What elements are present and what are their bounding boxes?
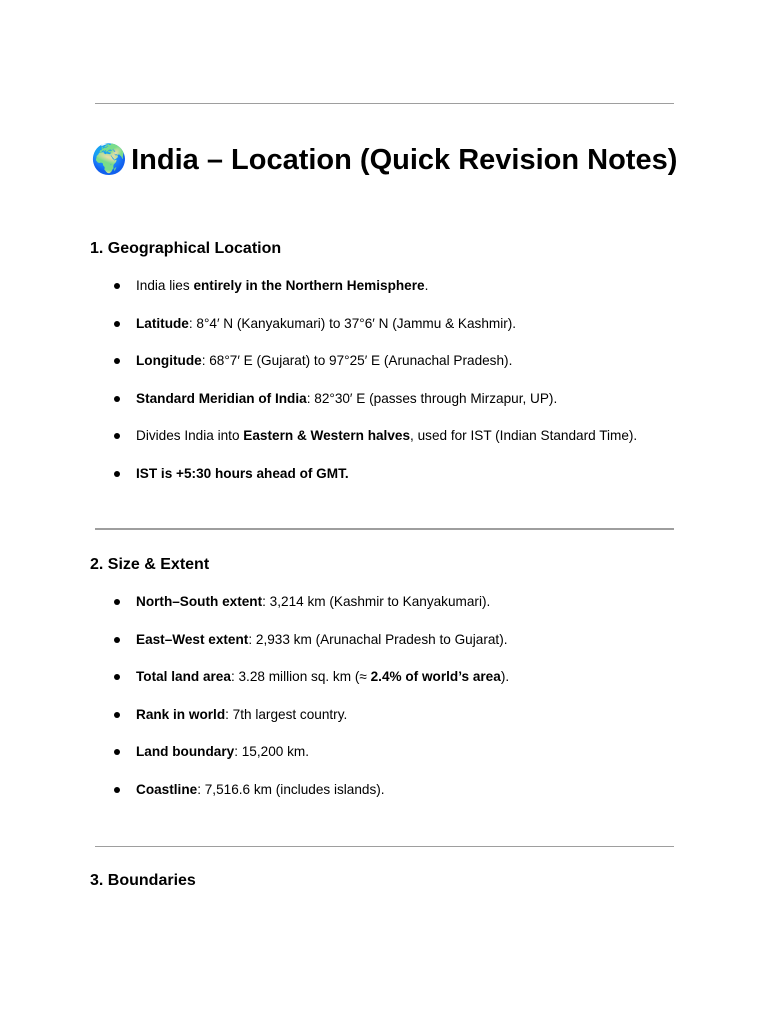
divider-section-1 <box>95 528 674 530</box>
page-title-text: India – Location (Quick Revision Notes) <box>131 144 678 176</box>
list-item: Latitude: 8°4′ N (Kanyakumari) to 37°6′ N (Jammu & Kashmir). <box>0 314 637 352</box>
divider-section-2 <box>95 846 674 847</box>
list-item: Divides India into Eastern & Western halves, used for IST (Indian Standard Time). <box>0 426 637 464</box>
list-item: Standard Meridian of India: 82°30′ E (passes through Mirzapur, UP). <box>0 389 637 427</box>
list-item: Rank in world: 7th largest country. <box>0 705 509 743</box>
list-item: East–West extent: 2,933 km (Arunachal Pradesh to Gujarat). <box>0 630 509 668</box>
list-item: India lies entirely in the Northern Hemisphere. <box>0 276 637 314</box>
list-size-extent <box>0 592 509 818</box>
page-title <box>91 139 691 180</box>
list-item: Coastline: 7,516.6 km (includes islands). <box>0 780 509 818</box>
section-heading-geographical-location: 1. Geographical Location <box>90 240 282 257</box>
divider-top <box>95 103 674 104</box>
list-item: Land boundary: 15,200 km. <box>0 742 509 780</box>
section-heading-size-extent: 2. Size & Extent <box>90 556 210 573</box>
list-item: Total land area: 3.28 million sq. km (≈ 2.4% of world’s area). <box>0 667 509 705</box>
list-item: North–South extent: 3,214 km (Kashmir to Kanyakumari). <box>0 592 509 630</box>
list-item: Longitude: 68°7′ E (Gujarat) to 97°25′ E (Arunachal Pradesh). <box>0 351 637 389</box>
section-heading-boundaries: 3. Boundaries <box>90 872 196 889</box>
list-geographical-location <box>0 276 637 502</box>
list-item: IST is +5:30 hours ahead of GMT. <box>0 464 637 502</box>
globe-icon: 🌍 <box>91 142 128 176</box>
